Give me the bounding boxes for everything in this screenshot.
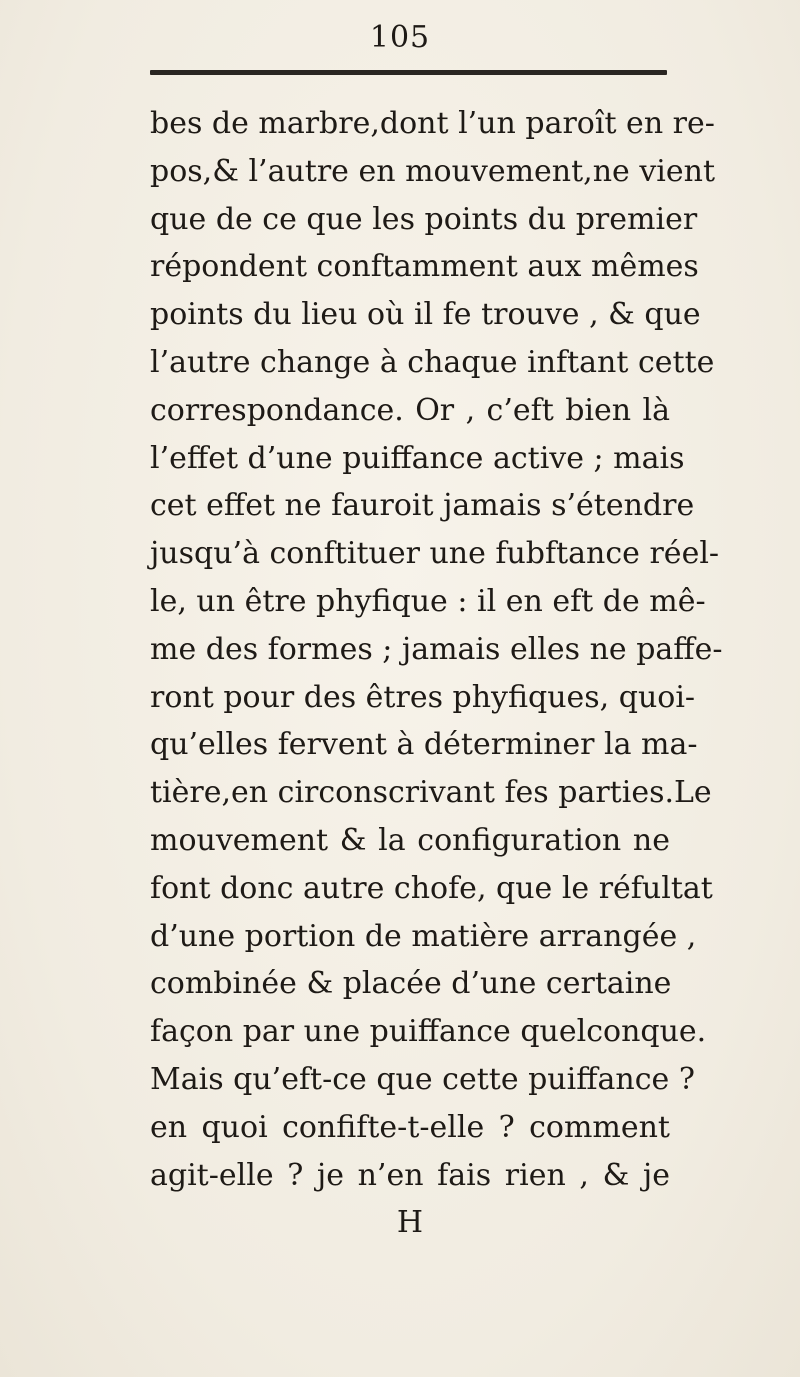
text-line: d’une portion de matière arrangée , (150, 918, 697, 954)
text-line: font donc autre chofe, que le réfultat (150, 870, 713, 906)
text-line: tière,en circonscrivant fes parties.Le (150, 775, 712, 811)
signature-mark: H (396, 1205, 424, 1241)
text-line: cet effet ne fauroit jamais s’étendre (150, 488, 695, 524)
text-line: l’effet d’une puiffance active ; mais (150, 440, 685, 476)
text-line: points du lieu où il fe trouve , & que (150, 297, 701, 333)
text-line: mouvement & la configuration ne (150, 822, 670, 858)
text-line: bes de marbre,dont l’un paroît en re- (150, 106, 715, 141)
page-number: 105 (369, 20, 431, 55)
text-line: jusqu’à conftituer une fubftance réel- (150, 536, 720, 572)
text-line: agit-elle ? je n’en fais rien , & je (150, 1157, 670, 1193)
text-line: ront pour des êtres phyfiques, quoi- (150, 679, 696, 715)
text-line: que de ce que les points du premier (150, 201, 698, 237)
text-line: le, un être phyfique : il en eft de mê- (150, 583, 706, 619)
text-line: pos,& l’autre en mouvement,ne vient (150, 153, 716, 189)
body-text (150, 100, 723, 1247)
text-line: l’autre change à chaque inftant cette (150, 344, 715, 380)
text-line: me des formes ; jamais elles ne paffe- (150, 631, 723, 667)
text-line: Mais qu’eft-ce que cette puiffance ? (150, 1061, 695, 1097)
text-line: qu’elles fervent à déterminer la ma- (150, 727, 698, 763)
text-line: correspondance. Or , c’eft bien là (150, 392, 670, 428)
text-line: en quoi confifte-t-elle ? comment (150, 1109, 670, 1145)
text-line: répondent conftamment aux mêmes (150, 249, 699, 285)
text-line: façon par une puiffance quelconque. (150, 1014, 707, 1050)
text-line: combinée & placée d’une certaine (150, 966, 672, 1002)
header-rule (150, 70, 667, 75)
